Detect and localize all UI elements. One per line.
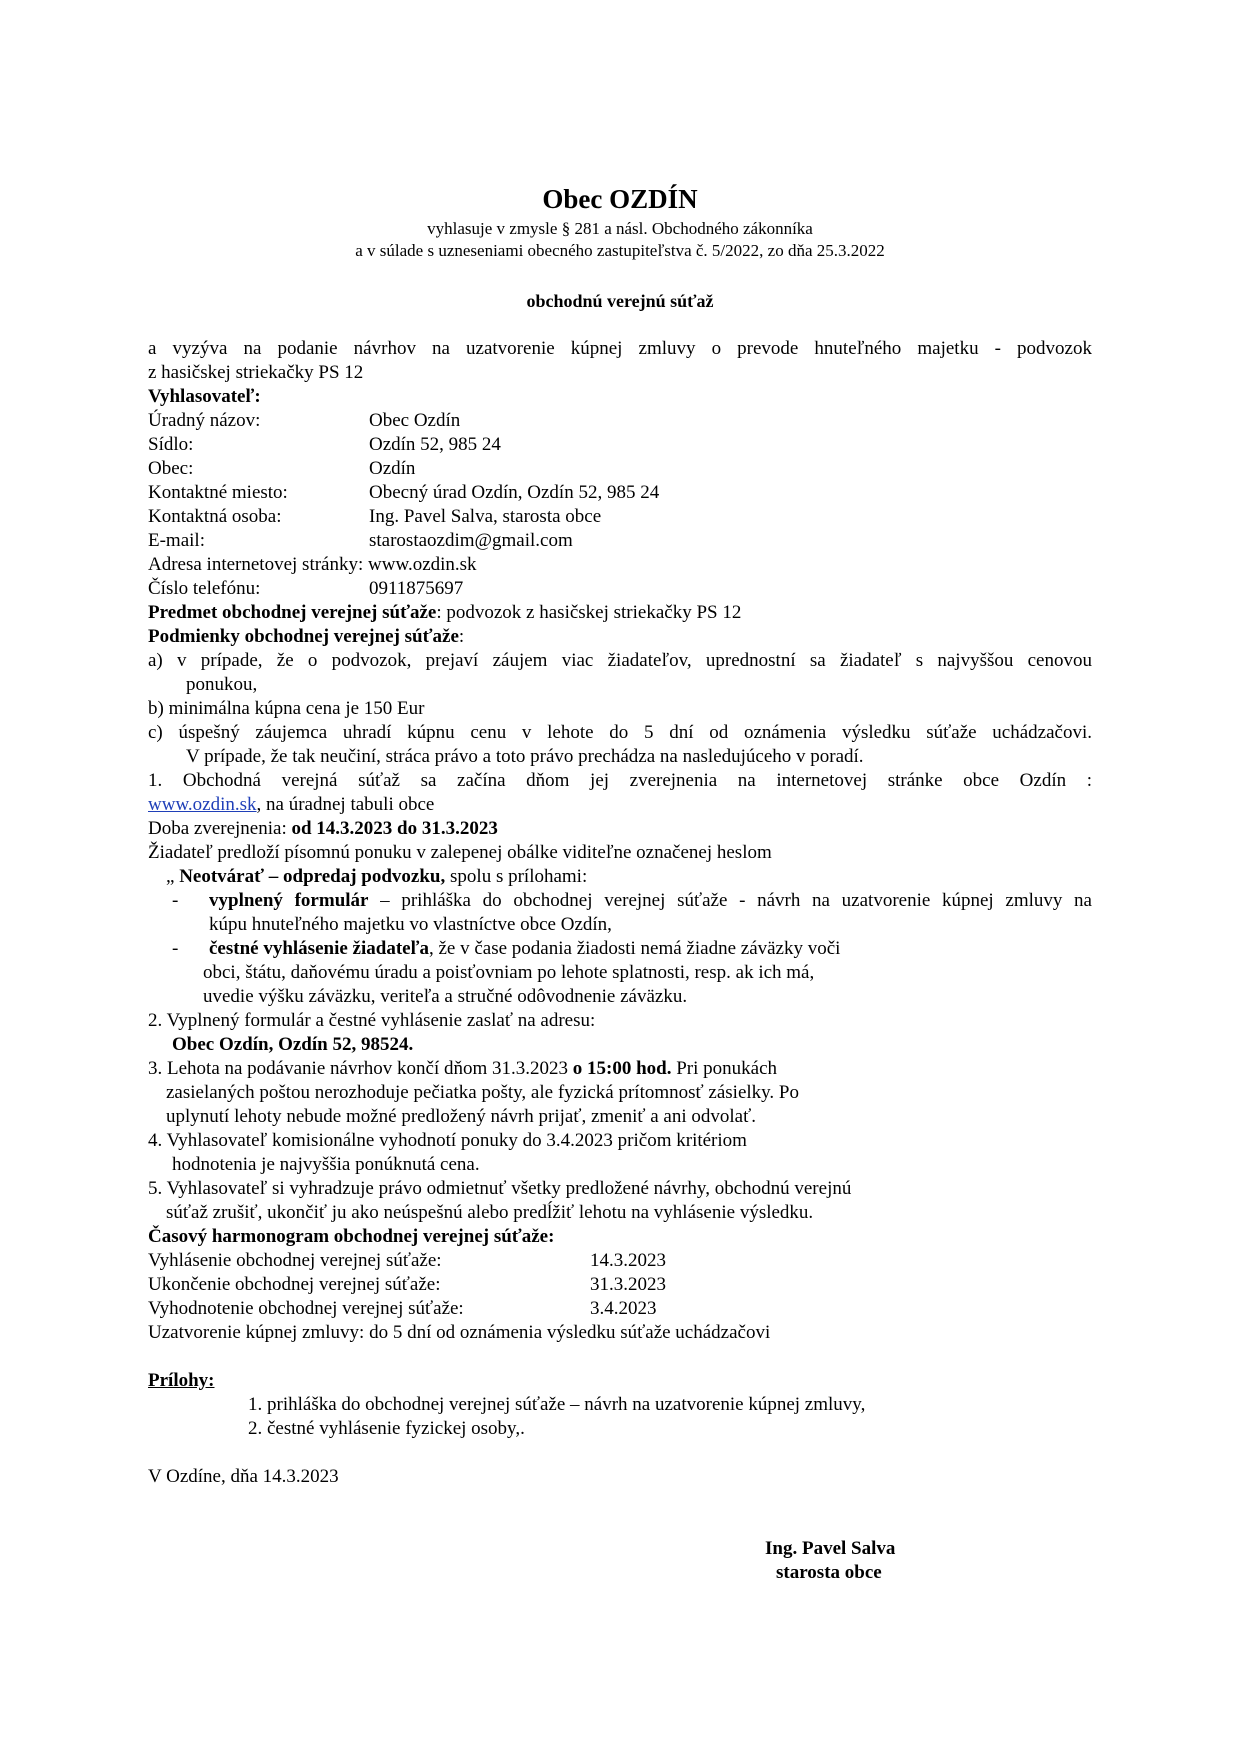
place-date: V Ozdíne, dňa 14.3.2023 — [148, 1466, 339, 1487]
p3-deadline-time: o 15:00 hod. — [572, 1058, 672, 1079]
p3-line-2: zasielaných poštou nerozhoduje pečiatka pošty, ale fyzická prítomnosť zásielky. Po — [166, 1082, 799, 1103]
conditions-colon: : — [458, 626, 465, 647]
attachment-1-title: vyplnený formulár — [209, 890, 369, 911]
signer-name: Ing. Pavel Salva — [765, 1538, 896, 1559]
p4-line-1: 4. Vyhlasovateľ komisionálne vyhodnotí ponuky do 3.4.2023 pričom kritériom — [148, 1130, 747, 1151]
attachment-item: 2. čestné vyhlásenie fyzickej osoby,. — [248, 1418, 525, 1439]
p1-line-2 — [148, 793, 434, 817]
subject-label: Predmet obchodnej verejnej súťaže — [148, 602, 437, 623]
announcer-label: E-mail: — [148, 530, 205, 551]
attachments-heading: Prílohy: — [148, 1370, 215, 1391]
condition-b: b) minimálna kúpna cena je 150 Eur — [148, 698, 425, 719]
schedule-label: Ukončenie obchodnej verejnej súťaže: — [148, 1274, 441, 1295]
subject-value: : podvozok z hasičskej striekačky PS 12 — [436, 602, 742, 623]
announcer-value: Obec Ozdín — [369, 410, 461, 431]
p5-line-2: súťaž zrušiť, ukončiť ju ako neúspešnú alebo predĺžiť lehotu na vyhlásenie výsledku. — [166, 1202, 814, 1223]
document-title: Obec OZDÍN — [542, 184, 698, 214]
attachment-item: 1. prihláška do obchodnej verejnej súťaže – návrh na uzatvorenie kúpnej zmluvy, — [248, 1394, 866, 1415]
period-label: Doba zverejnenia: — [148, 818, 292, 839]
intro-line-1: a vyzýva na podanie návrhov na uzatvorenie kúpnej zmluvy o prevode hnuteľného majetku - podvozok — [148, 338, 1092, 359]
schedule-date: 31.3.2023 — [590, 1274, 666, 1295]
announcer-value: Ozdín — [369, 458, 416, 479]
signer-role: starosta obce — [776, 1562, 882, 1583]
conditions-heading-line — [148, 625, 464, 649]
attachment-1-line-2: kúpu hnuteľného majetku vo vlastníctve obce Ozdín, — [209, 914, 612, 935]
condition-c-line-2: V prípade, že tak neučiní, stráca právo a toto právo prechádza na nasledujúceho v poradí. — [186, 746, 864, 767]
publication-period — [148, 817, 498, 841]
intro-line-2: z hasičskej striekačky PS 12 — [148, 362, 364, 383]
dash-bullet: - — [172, 890, 179, 911]
p1-line-2-rest: , na úradnej tabuli obce — [256, 794, 435, 815]
announcer-label: Obec: — [148, 458, 194, 479]
announcer-heading: Vyhlasovateľ: — [148, 386, 261, 407]
announcer-label: Kontaktné miesto: — [148, 482, 288, 503]
envelope-motto — [166, 865, 587, 889]
p1-line-1: 1. Obchodná verejná súťaž sa začína dňom jej zverejnenia na internetovej stránke obce Ozdín : — [148, 770, 1092, 791]
attachment-2-line-2: obci, štátu, daňovému úradu a poisťovniam po lehote splatnosti, resp. ak ich má, — [203, 962, 815, 983]
announcer-label: Sídlo: — [148, 434, 194, 455]
p5-line-1: 5. Vyhlasovateľ si vyhradzuje právo odmietnuť všetky predložené návrhy, obchodnú verejnú — [148, 1178, 852, 1199]
motto-text: Neotvárať – odpredaj podvozku, — [179, 866, 446, 887]
announcer-value: Ozdín 52, 985 24 — [369, 434, 501, 455]
announcer-label: Úradný názov: — [148, 410, 261, 431]
p4-line-2: hodnotenia je najvyššia ponúknutá cena. — [172, 1154, 480, 1175]
website-link[interactable]: www.ozdin.sk — [148, 794, 257, 815]
attachment-2-line-3: uvedie výšku záväzku, veriteľa a stručné odôvodnenie záväzku. — [203, 986, 688, 1007]
p3-deadline-rest: Pri ponukách — [671, 1058, 778, 1079]
announcer-value: Obecný úrad Ozdín, Ozdín 52, 985 24 — [369, 482, 660, 503]
schedule-heading: Časový harmonogram obchodnej verejnej súťaže: — [148, 1226, 555, 1247]
attachment-1-text: – prihláška do obchodnej verejnej súťaže - návrh na uzatvorenie kúpnej zmluvy na — [368, 890, 1092, 911]
subtitle-line-1: vyhlasuje v zmysle § 281 a násl. Obchodného zákonníka — [427, 219, 813, 238]
announcer-phone-value: 0911875697 — [369, 578, 464, 599]
announcer-phone-label: Číslo telefónu: — [148, 578, 261, 599]
schedule-label: Vyhlásenie obchodnej verejnej súťaže: — [148, 1250, 442, 1271]
subtitle-line-2: a v súlade s uzneseniami obecného zastupiteľstva č. 5/2022, zo dňa 25.3.2022 — [355, 241, 885, 260]
announcer-value: Ing. Pavel Salva, starosta obce — [369, 506, 602, 527]
dash-bullet: - — [172, 938, 179, 959]
document-heading: obchodnú verejnú súťaž — [526, 291, 714, 311]
condition-c-line-1: c) úspešný záujemca uhradí kúpnu cenu v lehote do 5 dní od oznámenia výsledku súťaže uchádzačovi. — [148, 722, 1092, 743]
schedule-closing: Uzatvorenie kúpnej zmluvy: do 5 dní od oznámenia výsledku súťaže uchádzačovi — [148, 1322, 771, 1343]
announcer-value: starostaozdim@gmail.com — [369, 530, 573, 551]
p3-line-3: uplynutí lehoty nebude možné predložený návrh prijať, zmeniť a ani odvolať. — [166, 1106, 756, 1127]
conditions-heading: Podmienky obchodnej verejnej súťaže — [148, 626, 459, 647]
motto-rest: spolu s prílohami: — [445, 866, 588, 887]
p3-deadline-text: 3. Lehota na podávanie návrhov končí dňom 31.3.2023 — [148, 1058, 573, 1079]
subject-line — [148, 601, 741, 625]
attachment-2-title: čestné vyhlásenie žiadateľa — [209, 938, 429, 959]
attachment-2-text: , že v čase podania žiadosti nemá žiadne záväzky voči — [428, 938, 841, 959]
postal-address: Obec Ozdín, Ozdín 52, 98524. — [172, 1034, 414, 1055]
attachment-2-line-1 — [209, 937, 840, 961]
schedule-label: Vyhodnotenie obchodnej verejnej súťaže: — [148, 1298, 464, 1319]
condition-a-line-2: ponukou, — [186, 674, 258, 695]
condition-a-line-1: a) v prípade, že o podvozok, prejaví záujem viac žiadateľov, uprednostní sa žiadateľ s najvyššou cenovou — [148, 650, 1092, 671]
period-value: od 14.3.2023 do 31.3.2023 — [291, 818, 498, 839]
schedule-date: 3.4.2023 — [590, 1298, 657, 1319]
schedule-date: 14.3.2023 — [590, 1250, 666, 1271]
p3-line-1 — [148, 1057, 777, 1081]
announcer-web: Adresa internetovej stránky: www.ozdin.sk — [148, 554, 477, 575]
motto-quote: „ — [166, 866, 180, 887]
p2-line-1: 2. Vyplnený formulár a čestné vyhlásenie zaslať na adresu: — [148, 1010, 596, 1031]
announcer-label: Kontaktná osoba: — [148, 506, 282, 527]
offer-instruction: Žiadateľ predloží písomnú ponuku v zalepenej obálke viditeľne označenej heslom — [148, 842, 772, 863]
attachment-1-line-1 — [209, 889, 1092, 913]
